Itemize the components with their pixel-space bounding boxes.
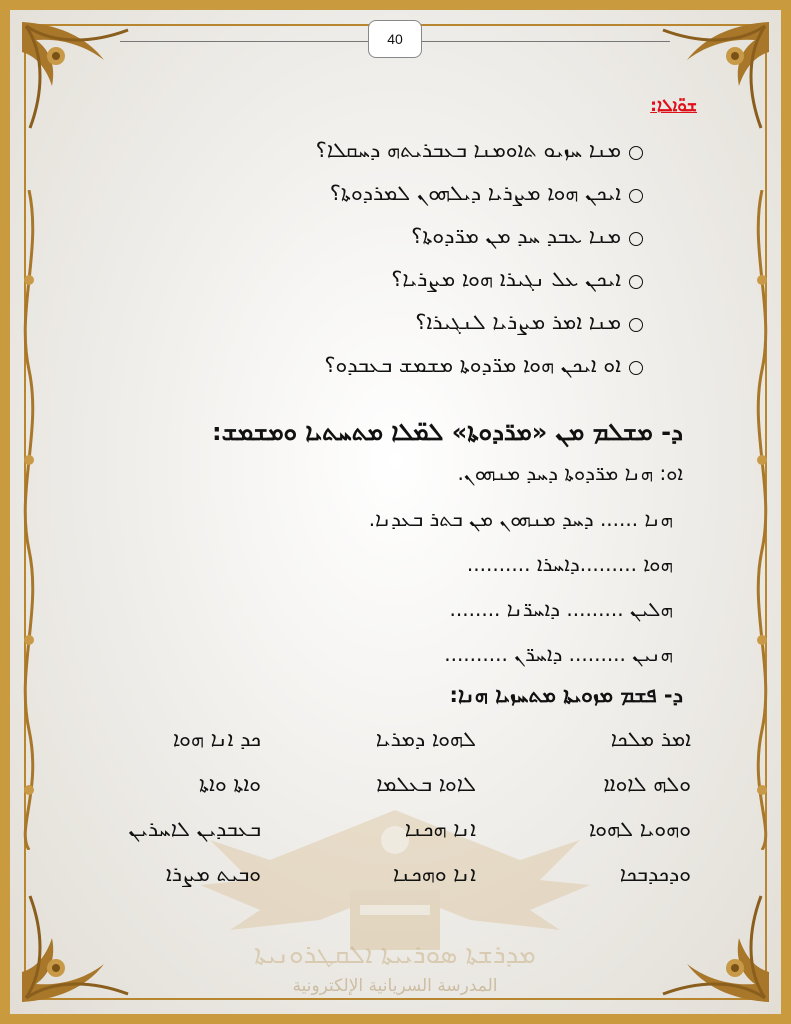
grid-cell: ܠܗܘܐ ܕܡܪܝܐ bbox=[375, 727, 476, 751]
watermark-syriac: ܡܕܪܫܬܐ ܣܘܪܝܝܬܐ ܐܠܩܛܪܘܢܝܬܐ bbox=[254, 940, 536, 970]
exercise-line: ܗܠܝܢ ......... ܕܐܚܪ̈ܢܐ ........ bbox=[449, 597, 673, 621]
grid-cell: ܘܐܬܐ ܘܐܬܐ bbox=[199, 772, 261, 796]
exercise-line: ܗܢܐ ...... ܕܚܕ ܡܢܗܘܢ ܡܢ ܒܬܪ ܒܥܕܢܐ. bbox=[368, 507, 673, 531]
grid-cell: ܐܢܐ ܘܗܟܢܐ bbox=[392, 862, 476, 886]
question-item: ܐܝܟܢ ܥܠ ܢܓܝܪܐ ܗܘܐ ܡܨܪܝܐ؟ bbox=[391, 267, 621, 291]
grid-cell: ܐܡܪ ܡܠܟܐ bbox=[610, 727, 691, 751]
grid-cell: ܐܢܐ ܗܟܢܐ bbox=[404, 817, 476, 841]
grid-cell: ܘܗܘܝܐ ܠܗܘܐ bbox=[588, 817, 691, 841]
section-title: ܫܘ̈ܐܠܐ: bbox=[650, 96, 697, 116]
exercise-line: ܗܢܝܢ ......... ܕܐܚܪ̈ܢ .......... bbox=[444, 642, 673, 666]
grid-cell: ܘܕܟܕܒܟܐ bbox=[619, 862, 691, 886]
grid-cell: ܟܕ ܐܢܐ ܗܘܐ bbox=[172, 727, 261, 751]
exercise-line: ܗܘܐ .........ܕܐܚܪܐ .......... bbox=[466, 552, 673, 576]
watermark-arabic: المدرسة السريانية الإلكترونية bbox=[292, 976, 498, 996]
bullet-circle-icon bbox=[629, 275, 643, 289]
exercise-example: ܐܘ: ܗܢܐ ܡܪ̈ܕܘܬܐ ܕܚܕ ܡܢܗܘܢ. bbox=[457, 461, 683, 485]
bullet-circle-icon bbox=[629, 232, 643, 246]
grid-cell: ܘܠܗ ܠܐܘܐܐ bbox=[603, 772, 691, 796]
question-item: ܡܢܐ ܚܙܝܘ ܬܐܘܡܢܐ ܒܥܒܪܝܬܗ ܕܚܩܠܐ؟ bbox=[315, 138, 621, 162]
grid-cell: ܠܐܘܐ ܒܥܠܡܐ bbox=[376, 772, 476, 796]
question-item: ܐܝܟܢ ܗܘܐ ܡܨܪܝܐ ܕܝܠܗܘܢ ܠܡܪܕܘܬܐ؟ bbox=[329, 181, 621, 205]
bullet-circle-icon bbox=[629, 189, 643, 203]
exercise-heading: ܕ- ܦܫܡ ܡܙܘܝܬܐ ܡܬܚܙܝܐ ܗܢܐ: bbox=[449, 683, 683, 707]
grid-cell: ܒܥܒܕܝܢ ܠܐܚܪܝܢ bbox=[128, 817, 261, 841]
question-item: ܡܢܐ ܐܡܪ ܡܨܪܝܐ ܠܢܓܝܪܐ؟ bbox=[415, 310, 621, 334]
exercise-heading: ܕ- ܡܫܠܡ ܡܢ «ܡܪ̈ܕܘܬܐ» ܠܡ̈ܠܐ ܡܬܚܬܝܐ ܘܡܫܡܫ: bbox=[212, 418, 683, 446]
bullet-circle-icon bbox=[629, 146, 643, 160]
bullet-circle-icon bbox=[629, 361, 643, 375]
bullet-circle-icon bbox=[629, 318, 643, 332]
grid-cell: ܘܒܝܬ ܡܨܪܐ bbox=[165, 862, 261, 886]
question-item: ܐܘ ܐܝܟܢ ܗܘܐ ܡܪ̈ܕܘܬܐ ܡܫܡܫ ܒܥܒܕܘ؟ bbox=[324, 353, 621, 377]
question-item: ܡܢܐ ܥܒܕ ܚܕ ܡܢ ܡܪ̈ܕܘܬܐ؟ bbox=[411, 224, 621, 248]
page-number: 40 bbox=[368, 20, 422, 58]
